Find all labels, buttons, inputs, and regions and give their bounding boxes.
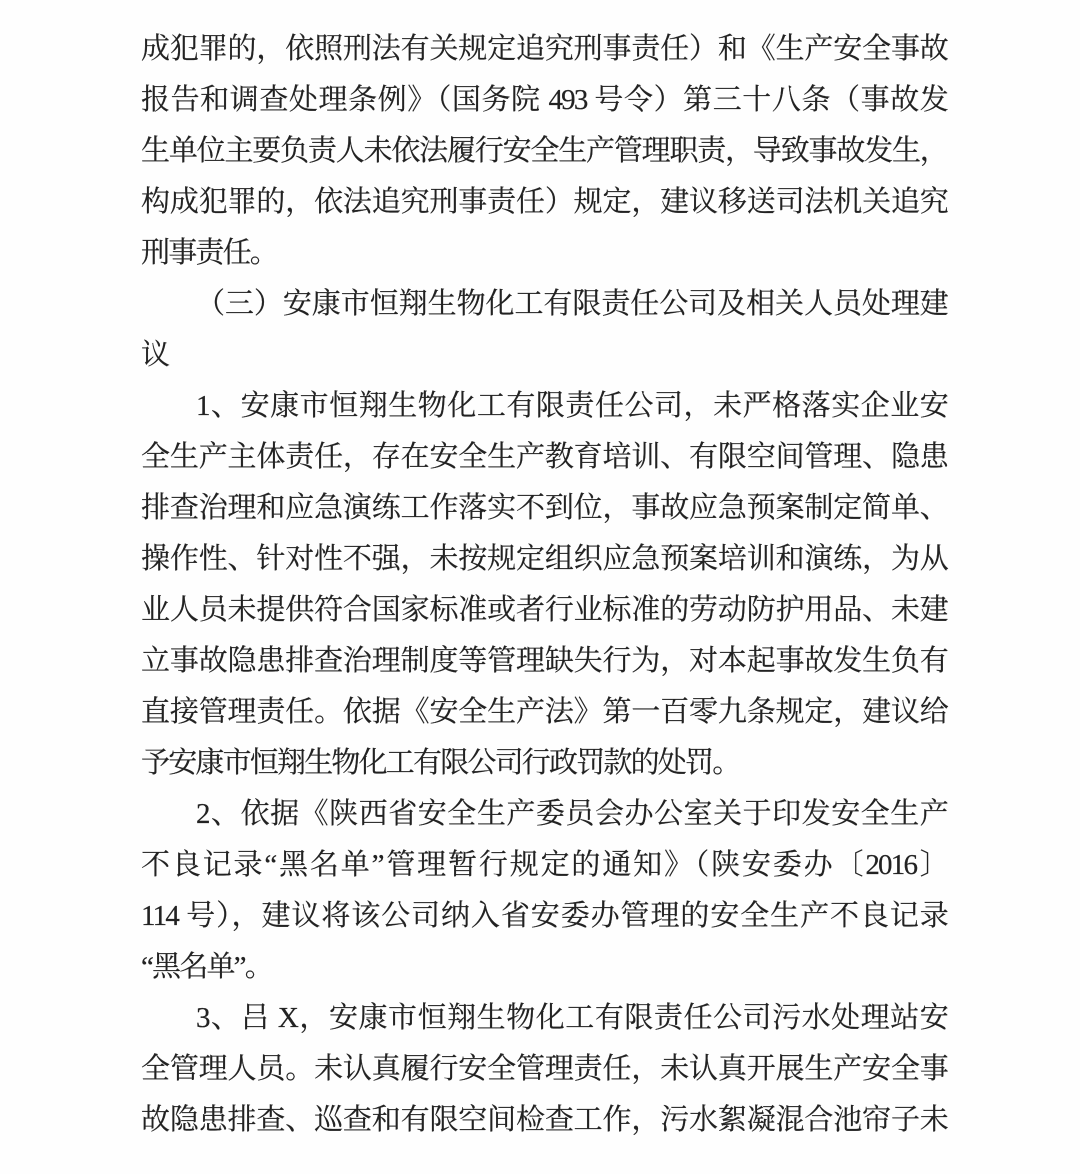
text-line: 予安康市恒翔生物化工有限公司行政罚款的处罚。 xyxy=(141,747,740,779)
text-line: 1、安康市恒翔生物化工有限责任公司，未严格落实企业安 xyxy=(196,390,947,422)
text-line: 故隐患排查、巡查和有限空间检查工作，污水絮凝混合池帘子未 xyxy=(141,1104,947,1136)
text-line: 生单位主要负责人未依法履行安全生产管理职责，导致事故发生， xyxy=(141,135,947,167)
text-column xyxy=(141,24,947,1146)
text-line: “黑名单”。 xyxy=(141,951,272,983)
text-line: 直接管理责任。依据《安全生产法》第一百零九条规定，建议给 xyxy=(141,696,947,728)
text-line: 业人员未提供符合国家标准或者行业标准的劳动防护用品、未建 xyxy=(141,594,947,626)
text-line: 全管理人员。未认真履行安全管理责任，未认真开展生产安全事 xyxy=(141,1053,947,1085)
text-line: 不良记录“黑名单”管理暂行规定的通知》（陕安委办〔2016〕 xyxy=(141,849,947,881)
text-line: 立事故隐患排查治理制度等管理缺失行为，对本起事故发生负有 xyxy=(141,645,947,677)
text-line: 2、依据《陕西省安全生产委员会办公室关于印发安全生产 xyxy=(196,798,947,830)
text-line: 3、吕 X，安康市恒翔生物化工有限责任公司污水处理站安 xyxy=(196,1002,947,1034)
text-line: 全生产主体责任，存在安全生产教育培训、有限空间管理、隐患 xyxy=(141,441,947,473)
text-line: 操作性、针对性不强，未按规定组织应急预案培训和演练，为从 xyxy=(141,543,947,575)
text-line: 刑事责任。 xyxy=(141,237,278,269)
section-heading-line: 议 xyxy=(141,339,169,371)
text-line: 成犯罪的，依照刑法有关规定追究刑事责任）和《生产安全事故 xyxy=(141,33,947,65)
section-heading-line: （三）安康市恒翔生物化工有限责任公司及相关人员处理建 xyxy=(196,288,947,320)
text-line: 构成犯罪的，依法追究刑事责任）规定，建议移送司法机关追究 xyxy=(141,186,947,218)
text-line: 报告和调查处理条例》（国务院 493 号令）第三十八条（事故发 xyxy=(141,84,947,116)
text-line: 排查治理和应急演练工作落实不到位，事故应急预案制定简单、 xyxy=(141,492,947,524)
text-line: 114 号），建议将该公司纳入省安委办管理的安全生产不良记录 xyxy=(141,900,947,932)
